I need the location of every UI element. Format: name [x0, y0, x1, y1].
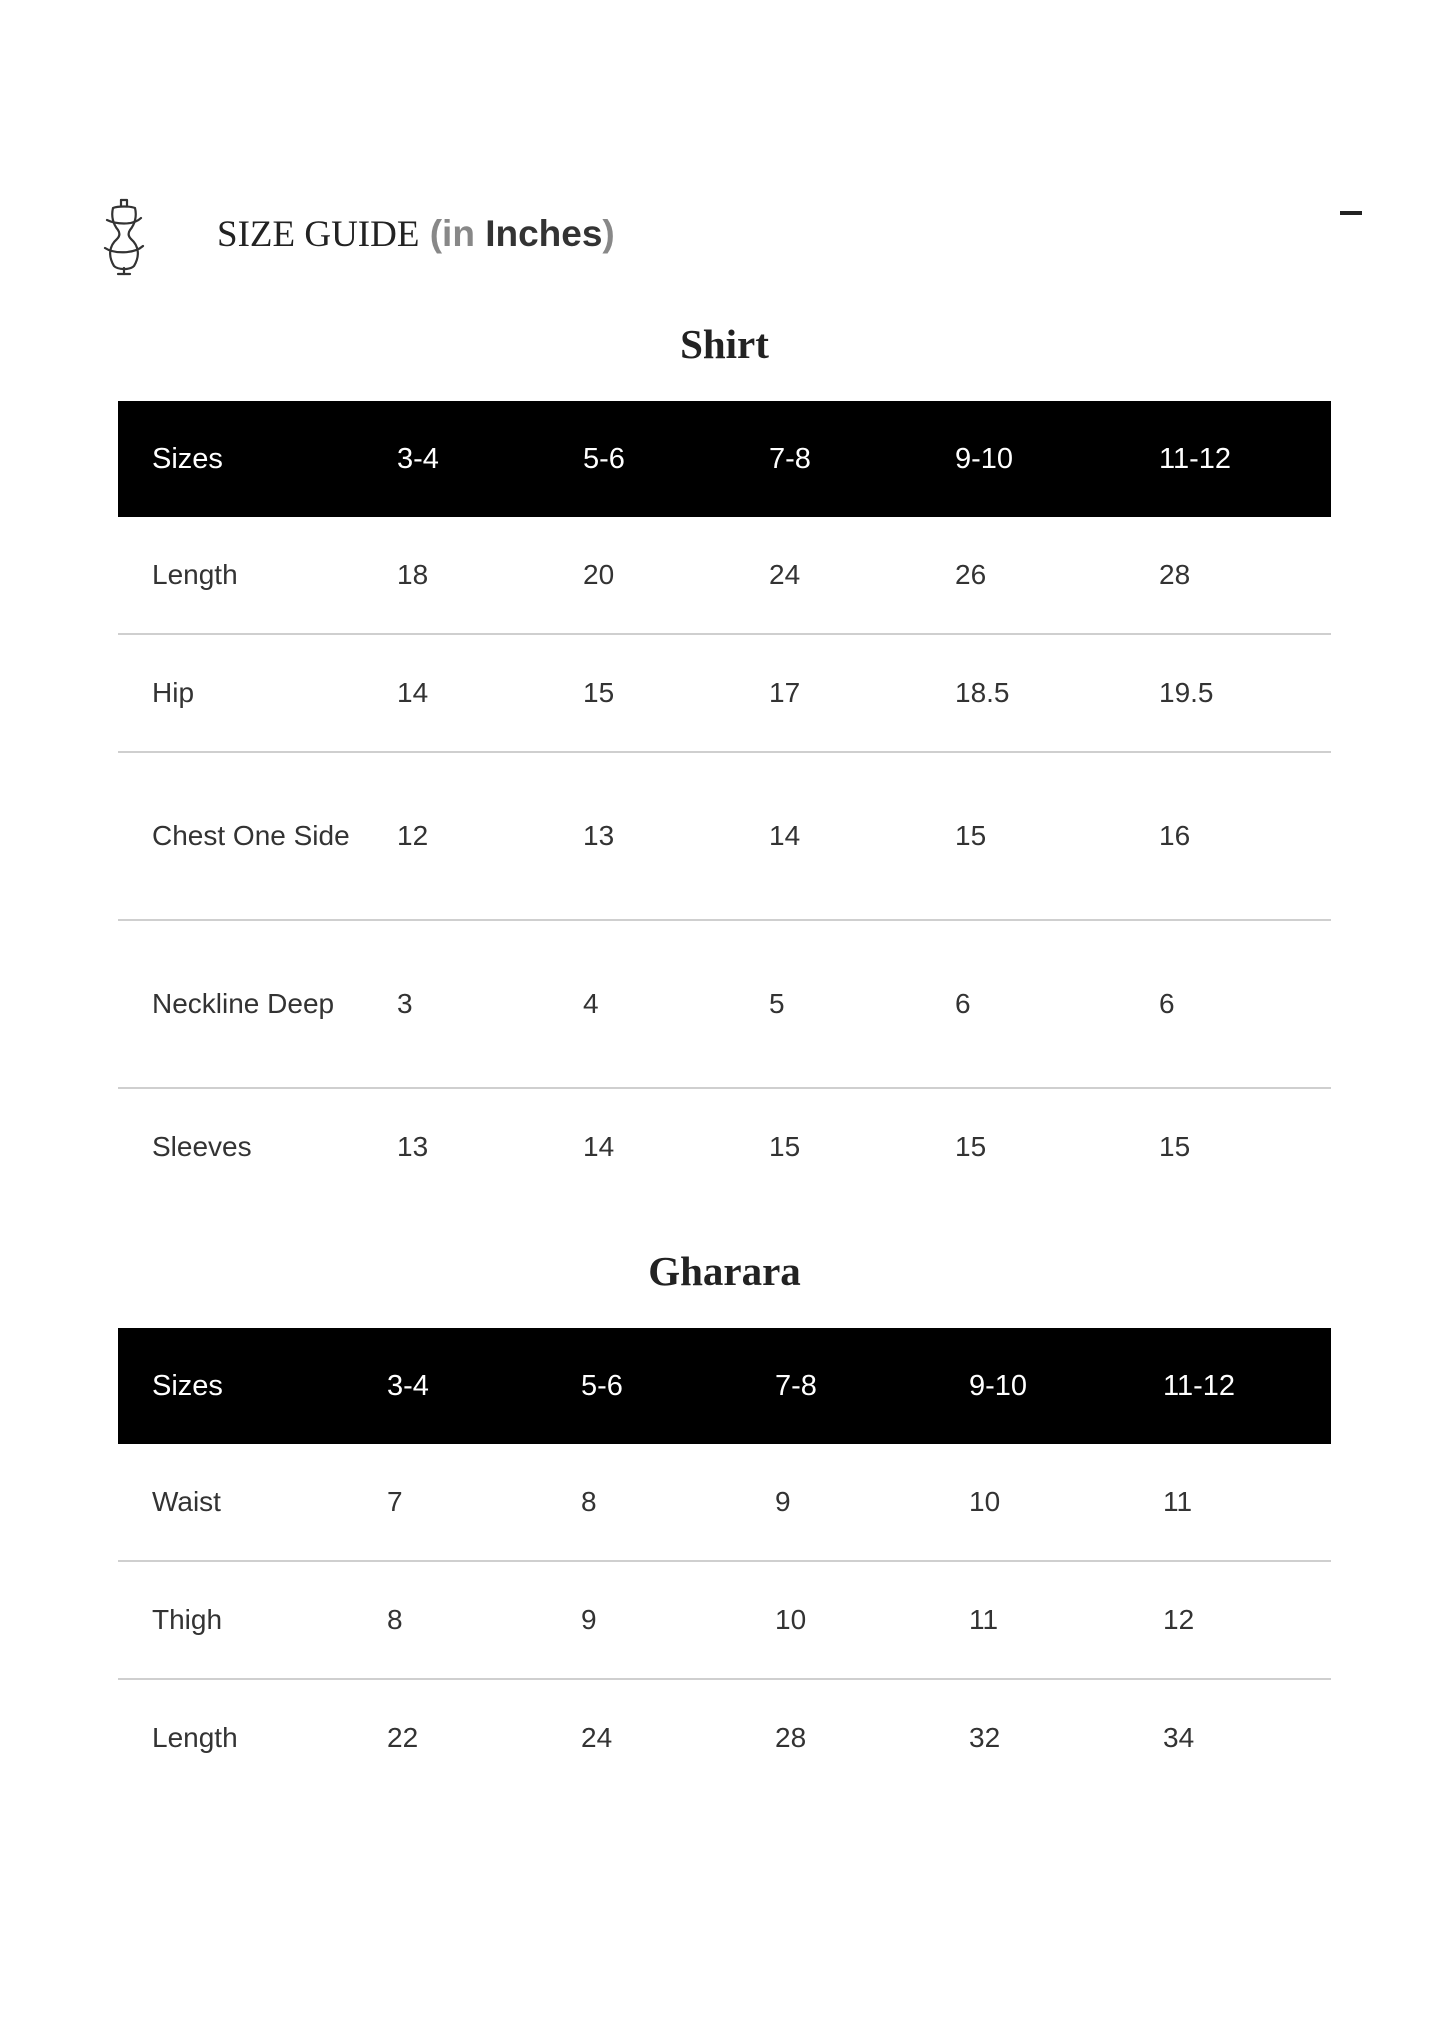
measurement-cell: 17: [735, 634, 921, 752]
row-label: Chest One Side: [118, 752, 363, 920]
title-paren-open: (in: [429, 213, 475, 254]
shirt-size-table: [118, 401, 1331, 1205]
measurement-cell: 15: [549, 634, 735, 752]
column-header-sizes: Sizes: [152, 442, 223, 475]
minus-icon: [1340, 211, 1362, 215]
shirt-section-title: Shirt: [680, 321, 769, 367]
measurement-cell: 14: [363, 634, 549, 752]
measurement-cell: 32: [969, 1722, 1001, 1753]
column-header-size: 3-4: [387, 1369, 429, 1402]
column-header-sizes: Sizes: [152, 1369, 223, 1402]
measurement-cell: 8: [547, 1444, 741, 1561]
measurement-cell: 9: [741, 1444, 935, 1561]
table-header-row: [118, 401, 1331, 517]
column-header-size: 9-10: [969, 1369, 1028, 1402]
title-main: SIZE GUIDE: [217, 214, 420, 255]
measurement-cell: 15: [955, 1131, 987, 1162]
measurement-cell: 14: [735, 752, 921, 920]
measurement-cell: 11: [1129, 1444, 1331, 1561]
table-row: [118, 1561, 1331, 1679]
measurement-cell: 3: [363, 920, 549, 1088]
table-row: [118, 1088, 1331, 1205]
row-label: Sleeves: [152, 1131, 252, 1162]
column-header-size: 7-8: [769, 442, 811, 475]
measurement-cell: 6: [1125, 920, 1331, 1088]
row-label: Thigh: [118, 1561, 353, 1679]
size-guide-header: [100, 190, 1380, 280]
measurement-cell: 34: [1163, 1722, 1195, 1753]
measurement-cell: 5: [735, 920, 921, 1088]
row-label: Length: [152, 1722, 238, 1753]
row-label: Hip: [118, 634, 363, 752]
measurement-cell: 15: [769, 1131, 801, 1162]
table-row: [118, 1679, 1331, 1796]
measurement-cell: 24: [581, 1722, 613, 1753]
column-header-size: 3-4: [397, 442, 439, 475]
gharara-size-table: [118, 1328, 1331, 1796]
measurement-cell: 14: [583, 1131, 615, 1162]
measurement-cell: 11: [935, 1561, 1129, 1679]
measurement-cell: 19.5: [1125, 634, 1331, 752]
column-header-size: 9-10: [955, 442, 1014, 475]
measurement-cell: 4: [549, 920, 735, 1088]
measurement-cell: 28: [775, 1722, 807, 1753]
column-header-size: 7-8: [775, 1369, 817, 1402]
measurement-cell: 6: [921, 920, 1125, 1088]
measurement-cell: 15: [921, 752, 1125, 920]
table-row: [118, 920, 1331, 1088]
table-row: [118, 517, 1331, 634]
measurement-cell: 22: [387, 1722, 419, 1753]
title-paren-close: ): [602, 213, 615, 254]
collapse-toggle-button[interactable]: [1340, 198, 1384, 228]
measurement-cell: 12: [1129, 1561, 1331, 1679]
gharara-section-title: Gharara: [648, 1248, 801, 1294]
table-header-row: [118, 1328, 1331, 1444]
measurement-cell: 18.5: [921, 634, 1125, 752]
measurement-cell: 10: [741, 1561, 935, 1679]
measurement-cell: 13: [549, 752, 735, 920]
measurement-cell: 28: [1125, 517, 1331, 634]
measurement-cell: 8: [353, 1561, 547, 1679]
row-label: Waist: [118, 1444, 353, 1561]
measurement-cell: 26: [921, 517, 1125, 634]
measurement-cell: 12: [363, 752, 549, 920]
measurement-cell: 24: [735, 517, 921, 634]
measurement-cell: 13: [397, 1131, 429, 1162]
column-header-size: 5-6: [583, 442, 625, 475]
size-guide-title: [217, 210, 615, 259]
column-header-size: 5-6: [581, 1369, 623, 1402]
table-row: [118, 634, 1331, 752]
row-label: Neckline Deep: [118, 920, 363, 1088]
measurement-cell: 9: [547, 1561, 741, 1679]
table-row: [118, 752, 1331, 920]
measurement-cell: 15: [1159, 1131, 1191, 1162]
dress-form-icon: [100, 198, 148, 276]
measurement-cell: 20: [549, 517, 735, 634]
row-label: Length: [118, 517, 363, 634]
column-header-size: 11-12: [1163, 1369, 1236, 1402]
measurement-cell: 18: [363, 517, 549, 634]
title-unit: Inches: [485, 213, 603, 254]
measurement-cell: 7: [353, 1444, 547, 1561]
column-header-size: 11-12: [1159, 442, 1232, 475]
measurement-cell: 16: [1125, 752, 1331, 920]
measurement-cell: 10: [935, 1444, 1129, 1561]
table-row: [118, 1444, 1331, 1561]
